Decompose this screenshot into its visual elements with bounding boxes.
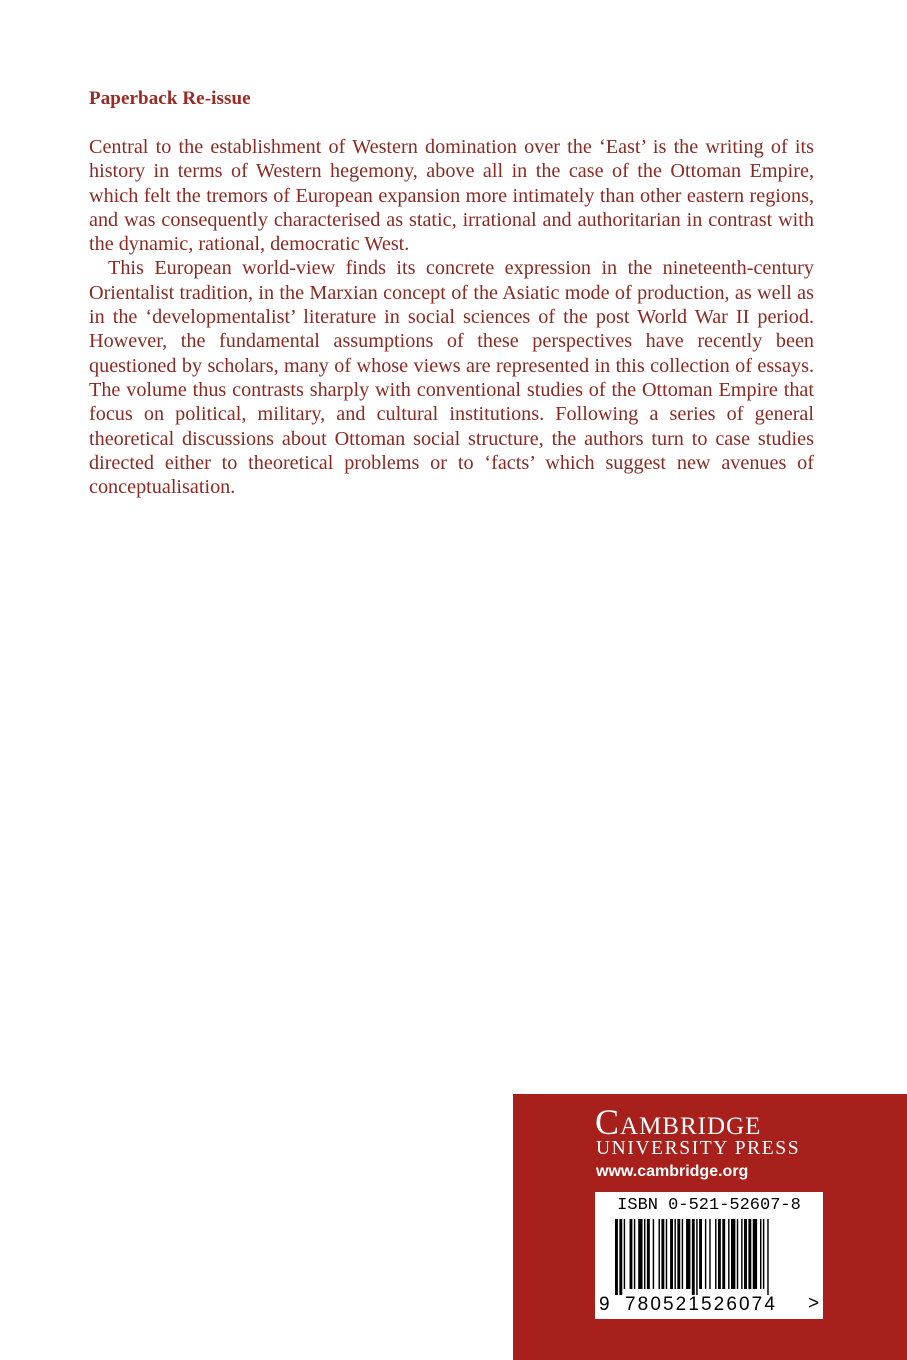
barcode-bars (615, 1219, 805, 1295)
barcode-bar (624, 1219, 625, 1289)
barcode-bar (692, 1219, 695, 1295)
barcode-bar (647, 1219, 650, 1289)
blurb-paragraph-2: This European world-view finds its concrete expression in the nineteenth-century Orientalist tradition, in the Marxian concept of the Asiatic mode of production, as well as in the ‘developmentalist’ literature in social sciences of the post World War II period. However, the fundamental assumptions of these perspectives have recently been questioned by scholars, many of whose views are represented in this collection of essays. The volume thus contrasts sharply with conventional studies of the Ottoman Empire that focus on political, military, and cultural institutions. Following a series of general theoretical discussions about Ottoman social structure, the authors turn to case studies directed either to theoretical problems or to ‘facts’ which suggest new avenues of conceptualisation. (89, 257, 814, 499)
barcode (595, 1192, 823, 1319)
barcode-bar (659, 1219, 660, 1289)
ean-digits: 780521526074 (625, 1294, 778, 1315)
barcode-bar (731, 1219, 735, 1289)
barcode-bar (767, 1219, 768, 1295)
barcode-bar (737, 1219, 738, 1289)
barcode-bar (634, 1219, 635, 1289)
barcode-bar (661, 1219, 664, 1289)
barcode-bar (744, 1219, 747, 1289)
barcode-bar (760, 1219, 761, 1289)
barcode-bar (686, 1219, 690, 1289)
quiet-zone-mark: > (808, 1293, 820, 1314)
blurb-paragraph-1: Central to the establishment of Western domination over the ‘East’ is the writing of its history in terms of Western hegemony, above all in the case of the Ottoman Empire, which felt the tremors of European expansion more intimately than other eastern regions, and was consequently characterised as static, irrational and authoritarian in contrast with the dynamic, rational, democratic West. (89, 136, 814, 256)
edition-heading: Paperback Re-issue (89, 88, 251, 109)
barcode-bar (674, 1219, 675, 1289)
barcode-bar (615, 1219, 618, 1295)
blurb-text (89, 135, 814, 499)
barcode-bar (715, 1219, 716, 1289)
publisher-logo-subtitle: UNIVERSITY PRESS (596, 1138, 801, 1159)
barcode-bar (763, 1219, 764, 1289)
barcode-bar (670, 1219, 673, 1289)
barcode-bar (718, 1219, 721, 1289)
publisher-logo-name: Cambridge (595, 1102, 762, 1142)
barcode-bar (653, 1219, 654, 1289)
barcode-bar (748, 1219, 751, 1289)
barcode-bar (638, 1219, 642, 1289)
publisher-panel (513, 1094, 907, 1360)
publisher-url: www.cambridge.org (596, 1163, 749, 1180)
barcode-bar (753, 1219, 757, 1289)
barcode-bar (709, 1219, 710, 1289)
barcode-bar (666, 1219, 667, 1289)
barcode-bar (696, 1219, 697, 1295)
barcode-bar (644, 1219, 645, 1289)
barcode-bar (682, 1219, 683, 1289)
barcode-bar (677, 1219, 680, 1289)
barcode-bar (728, 1219, 729, 1289)
isbn-label: ISBN 0-521-52607-8 (617, 1196, 801, 1215)
barcode-bar (722, 1219, 725, 1289)
barcode-bar (699, 1219, 702, 1289)
barcode-bar (705, 1219, 706, 1289)
barcode-bar (741, 1219, 742, 1289)
ean-first-digit: 9 (599, 1294, 610, 1315)
barcode-bar (630, 1219, 633, 1289)
barcode-bar (619, 1219, 622, 1295)
